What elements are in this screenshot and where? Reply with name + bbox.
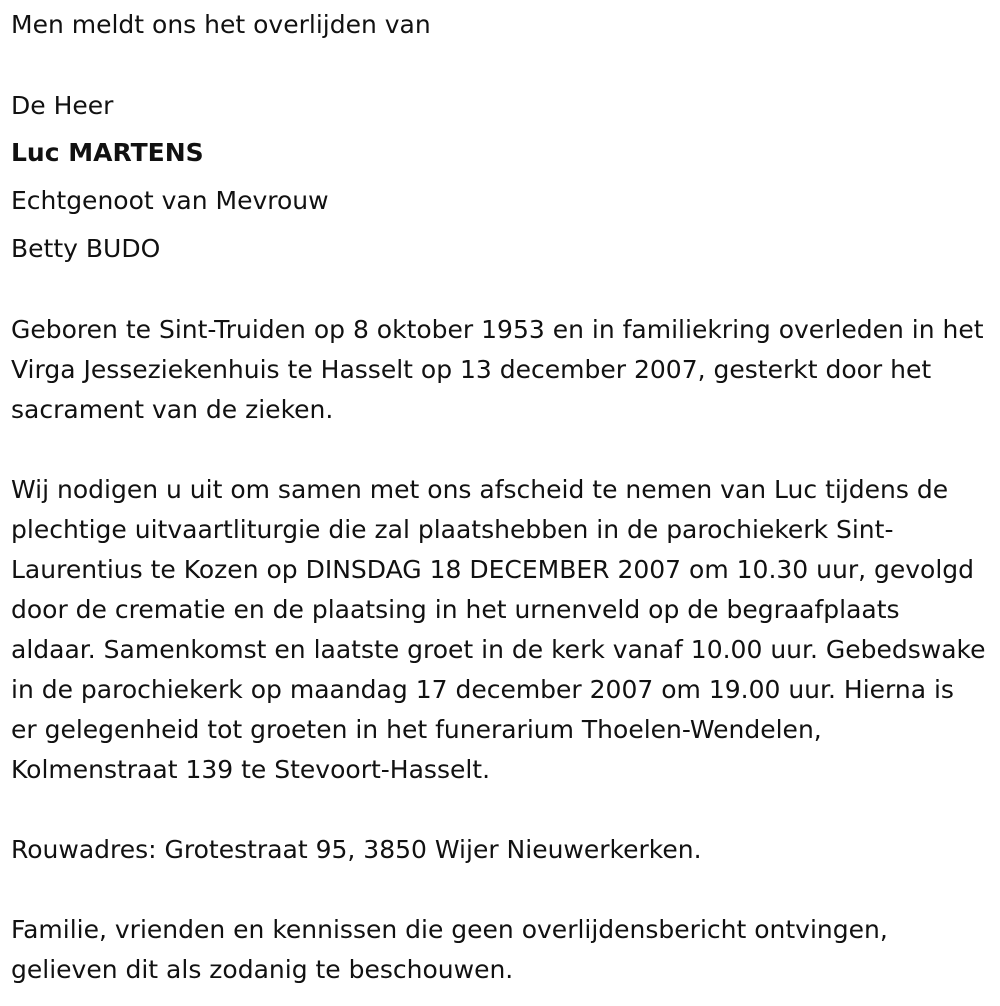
deceased-name: Luc MARTENS <box>11 138 204 167</box>
birth-death-paragraph: Geboren te Sint-Truiden op 8 oktober 1953 en in familiekring overleden in het Virga Jesseziekenhuis te Hasselt op 13 december 2007, gesterkt door het sacrament van de zieken. <box>11 315 984 424</box>
spouse-label: Echtgenoot van Mevrouw <box>11 186 329 215</box>
intro-text: Men meldt ons het overlijden van <box>11 10 431 39</box>
closing-paragraph: Familie, vrienden en kennissen die geen overlijdensbericht ontvingen, gelieven dit als zodanig te beschouwen. <box>11 915 888 984</box>
spouse-name: Betty BUDO <box>11 234 161 263</box>
honorific: De Heer <box>11 91 114 120</box>
funeral-paragraph: Wij nodigen u uit om samen met ons afscheid te nemen van Luc tijdens de plechtige uitvaartliturgie die zal plaatshebben in de parochiekerk Sint-Laurentius te Kozen op DINSDAG 18 DECEMBER 2007 om 10.30 uur, gevolgd door de crematie en de plaatsing in het urnenveld op de begraafplaats aldaar. Samenkomst en laatste groet in de kerk vanaf 10.00 uur. Gebedswake in de parochiekerk op maandag 17 december 2007 om 19.00 uur. Hierna is er gelegenheid tot groeten in het funerarium Thoelen-Wendelen, Kolmenstraat 139 te Stevoort-Hasselt. <box>11 475 986 784</box>
mourning-address: Rouwadres: Grotestraat 95, 3850 Wijer Nieuwerkerken. <box>11 835 702 864</box>
